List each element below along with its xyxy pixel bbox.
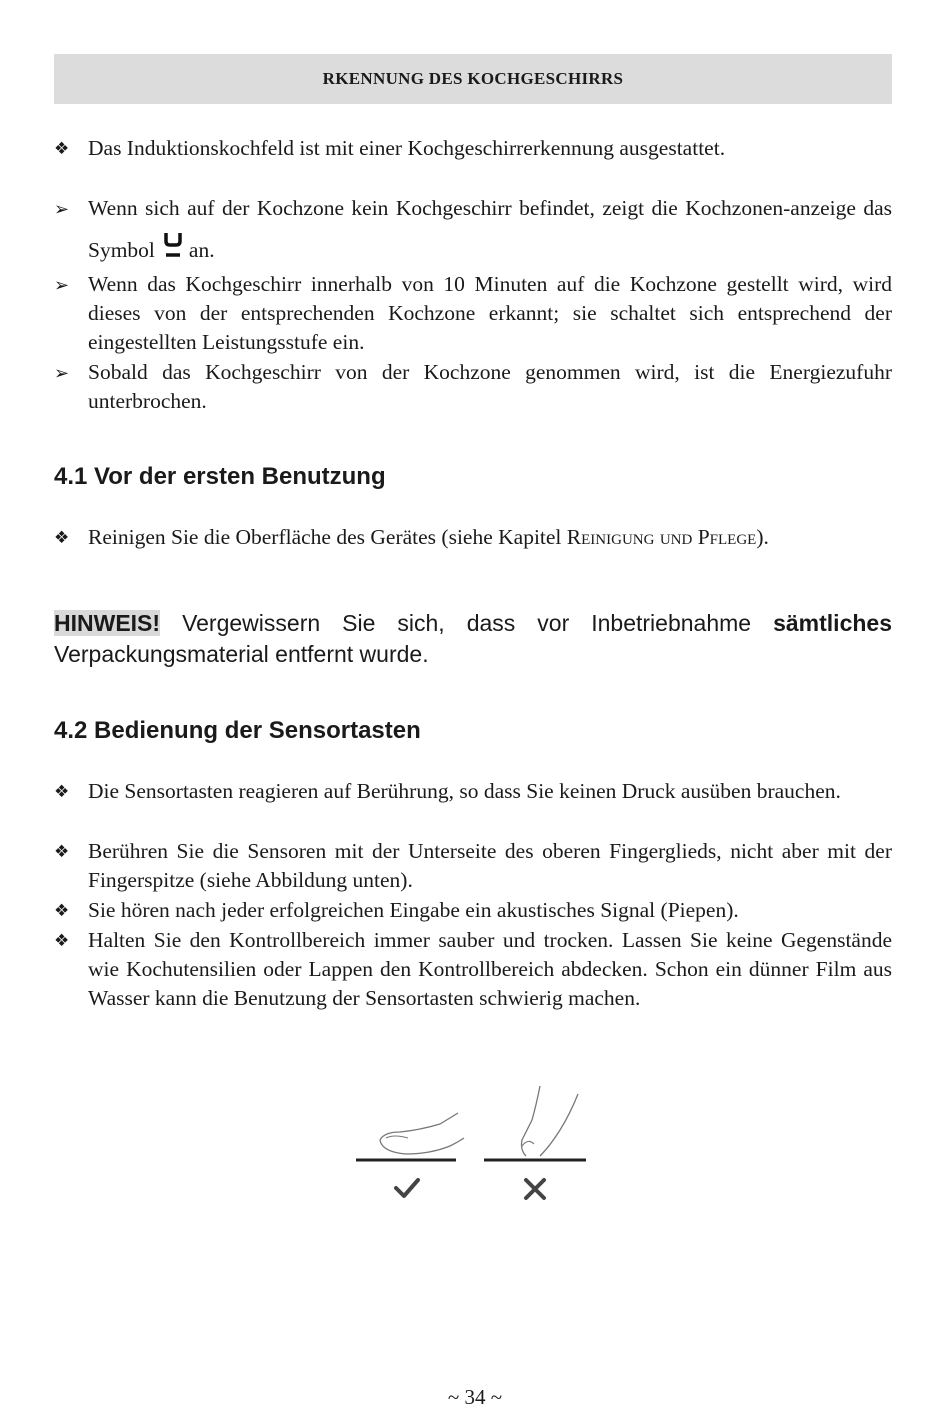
list-item: ❖ Reinigen Sie die Oberfläche des Gerätes (siehe Kapitel Reinigung und Pflege). — [54, 523, 892, 552]
arrowhead-bullet-icon: ➢ — [54, 199, 70, 220]
section-heading: 4.2 Bedienung der Sensortasten — [54, 717, 421, 744]
arrowhead-bullet-icon: ➢ — [54, 363, 70, 384]
no-pan-symbol-icon — [163, 231, 183, 275]
section-header-bar — [54, 54, 892, 104]
finger-touch-illustration — [350, 1080, 590, 1210]
list-item: ❖ Sie hören nach jeder erfolgreichen Eingabe ein akustisches Signal (Piepen). — [54, 896, 892, 925]
list-item: ➢ Wenn das Kochgeschirr innerhalb von 10 Minuten auf die Kochzone gestellt wird, wird dieses von der entsprechenden Kochzone erkannt; sie schaltet sich entsprechend der eingestellten Leistungsstufe ein. — [54, 272, 892, 354]
list-item: ❖ Die Sensortasten reagieren auf Berührung, so dass Sie keinen Druck ausüben brauchen. — [54, 777, 892, 806]
wrong-touch-figure — [484, 1086, 586, 1160]
correct-touch-figure — [356, 1113, 464, 1160]
check-icon — [396, 1180, 418, 1196]
list-item: ❖ Das Induktionskochfeld ist mit einer Kochgeschirrerkennung ausgestattet. — [54, 134, 892, 163]
diamond-bullet-icon: ❖ — [54, 528, 70, 548]
diamond-bullet-icon: ❖ — [54, 931, 70, 951]
diamond-bullet-icon: ❖ — [54, 139, 70, 159]
diamond-bullet-icon: ❖ — [54, 901, 70, 921]
list-item: ➢ Sobald das Kochgeschirr von der Kochzone genommen wird, ist die Energiezufuhr unterbrochen. — [54, 360, 892, 413]
list-item: ➢ Wenn sich auf der Kochzone kein Kochgeschirr befindet, zeigt die Kochzonen-anzeige das Symbol an. — [54, 194, 892, 275]
section-header-text: RKENNUNG DES KOCHGESCHIRRS — [322, 69, 624, 88]
note-paragraph: HINWEIS! Vergewissern Sie sich, dass vor Inbetriebnahme sämtliches Verpackungsmaterial entfernt wurde. — [54, 610, 892, 667]
list-item: ❖ Berühren Sie die Sensoren mit der Unterseite des oberen Fingerglieds, nicht aber mit der Fingerspitze (siehe Abbildung unten). — [54, 839, 892, 892]
diamond-bullet-icon: ❖ — [54, 842, 70, 862]
cross-icon — [526, 1180, 544, 1198]
diamond-bullet-icon: ❖ — [54, 782, 70, 802]
section-heading: 4.1 Vor der ersten Benutzung — [54, 463, 386, 490]
list-item: ❖ Halten Sie den Kontrollbereich immer sauber und trocken. Lassen Sie keine Gegenstände wie Kochutensilien oder Lappen den Kontrollbereich abdecken. Schon ein dünner Film aus Wasser kann die Benutzung der Sensortasten schwierig machen. — [54, 928, 892, 1010]
note-label: HINWEIS! — [54, 610, 161, 636]
arrowhead-bullet-icon: ➢ — [54, 275, 70, 296]
page-number: ~ 34 ~ — [447, 1385, 503, 1409]
